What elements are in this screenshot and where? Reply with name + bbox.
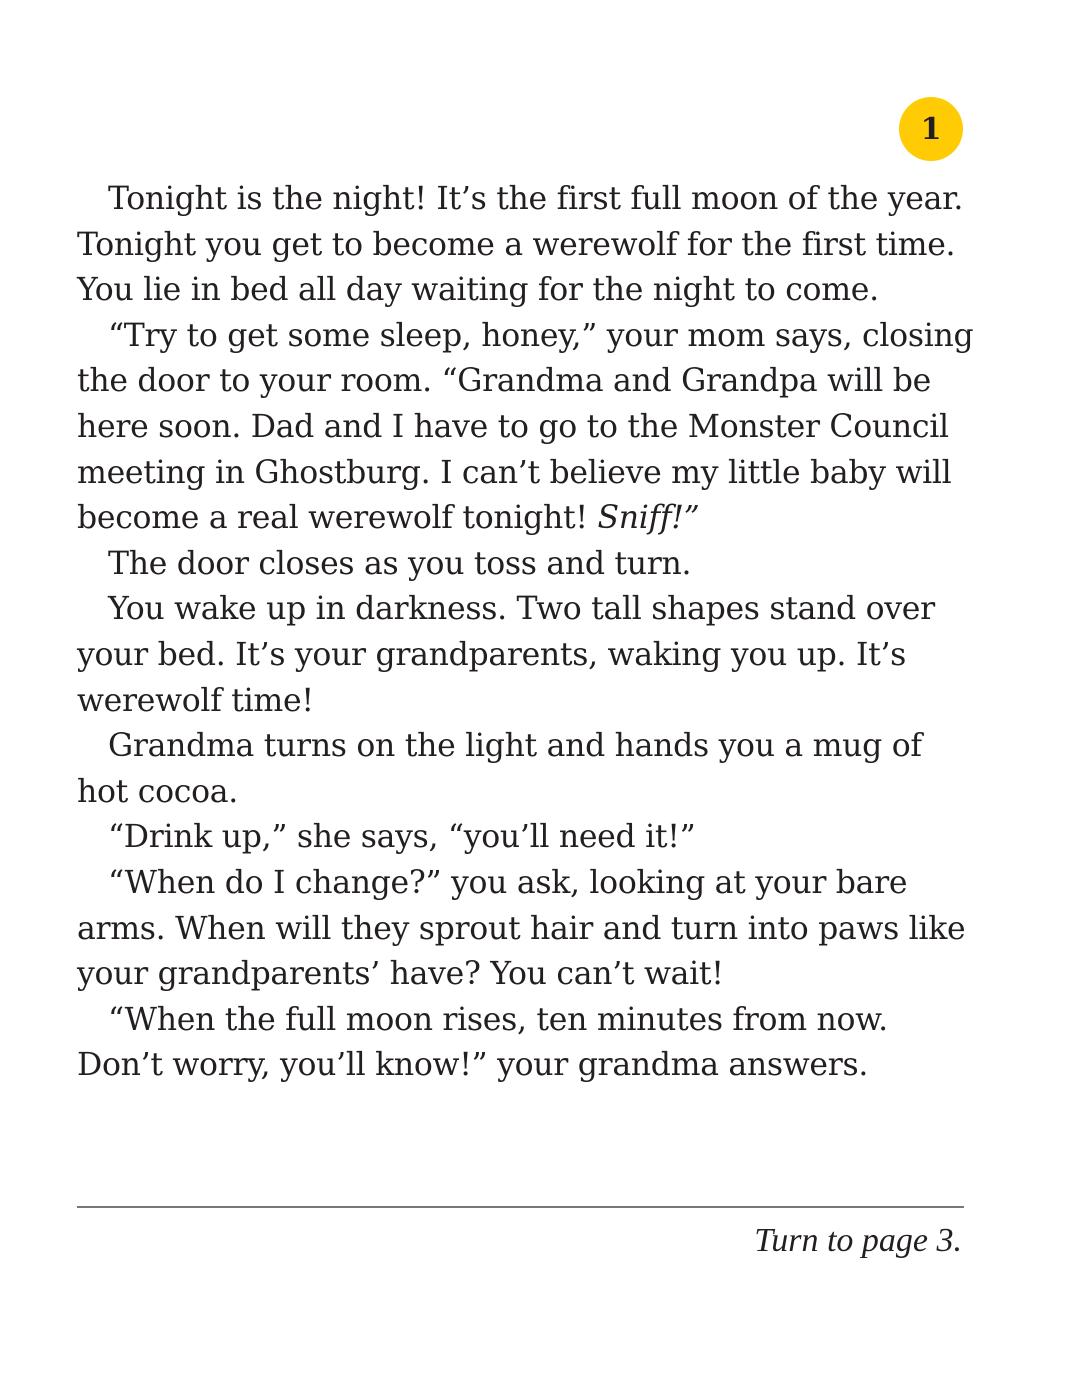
paragraph: You wake up in darkness. Two tall shapes stand over your bed. It’s your grandparents, waking you up. It’s werewolf time! [77,591,935,719]
paragraph: “Drink up,” she says, “you’ll need it!” [108,819,696,856]
divider [77,1206,964,1208]
paragraph: Tonight is the night! It’s the first full moon of the year. Tonight you get to become a werewolf for the first time. You lie in bed all day waiting for the night to come. [77,181,964,309]
paragraph: “When do I change?” you ask, looking at your bare arms. When will they sprout hair and turn into paws like your grandparents’ have? You can’t wait! [77,864,966,993]
paragraph [77,314,977,542]
paragraph-text: “Try to get some sleep, honey,” your mom says, closing the door to your room. “Grandma and Grandpa will be here soon. Dad and I have to go to the Monster Council meeting in Ghostburg. I can’t believe my little baby will become a real werewolf tonight! [77,317,974,537]
paragraph: Grandma turns on the light and hands you a mug of hot cocoa. [77,728,922,810]
page-number: 1 [920,111,942,147]
paragraph-italic: Sniff!” [597,500,700,537]
page-number-badge [899,97,963,161]
turn-to-page: Turn to page 3. [754,1222,962,1259]
paragraph: The door closes as you toss and turn. [108,545,692,582]
story-text [77,177,977,1089]
paragraph: “When the full moon rises, ten minutes from now. Don’t worry, you’ll know!” your grandma answers. [77,1001,888,1084]
